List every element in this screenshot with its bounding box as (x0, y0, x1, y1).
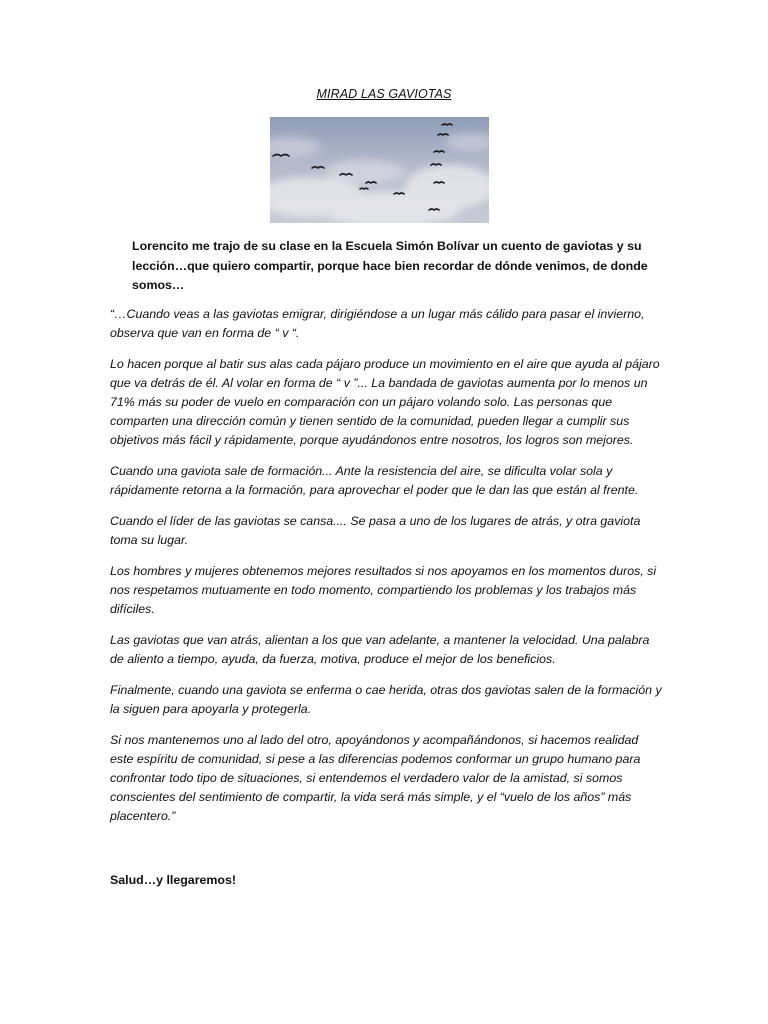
story-paragraph-2: Lo hacen porque al batir sus alas cada pájaro produce un movimiento en el aire que ayuda al pájaro que va detrás de él. Al volar en forma de “ v ”... La bandada de gaviotas aumenta por lo menos un 71% más su poder de vuelo en comparación con un pájaro volando solo. Las personas que comparten una dirección común y tienen sentido de la comunidad, pueden llegar a cumplir sus objetivos más fácil y rápidamente, porque ayudándonos entre nosotros, los logros son mejores. (110, 357, 660, 447)
story-paragraph-4: Cuando el líder de las gaviotas se cansa.... Se pasa a uno de los lugares de atrás, y otra gaviota toma su lugar. (110, 514, 641, 547)
seagulls-flying-photo (270, 117, 489, 223)
closing-line: Salud…y llegaremos! (110, 873, 237, 887)
story-paragraph-8: Si nos mantenemos uno al lado del otro, apoyándonos y acompañándonos, si hacemos realidad este espíritu de comunidad, si pese a las diferencias podemos conformar un grupo humano para confrontar todo tipo de situaciones, si entendemos el verdadero valor de la amistad, si somos conscientes del sentimiento de compartir, la vida será más simple, y el “vuelo de los años” más placentero.” (110, 733, 641, 823)
story-paragraph-7: Finalmente, cuando una gaviota se enferma o cae herida, otras dos gaviotas salen de la formación y la siguen para apoyarla y protegerla. (110, 683, 662, 716)
story-paragraph-3: Cuando una gaviota sale de formación... Ante la resistencia del aire, se dificulta volar sola y rápidamente retorna a la formación, para aprovechar el poder que le dan las que están al frente. (110, 464, 639, 497)
story-body (110, 305, 665, 838)
document-title: MIRAD LAS GAVIOTAS (316, 87, 452, 101)
story-paragraph-1: “…Cuando veas a las gaviotas emigrar, dirigiéndose a un lugar más cálido para pasar el invierno, observa que van en forma de “ v “. (110, 307, 645, 340)
story-paragraph-5: Los hombres y mujeres obtenemos mejores resultados si nos apoyamos en los momentos duros, si nos respetamos mutuamente en todo momento, compartiendo los problemas y los trabajos más difíciles. (110, 564, 657, 616)
intro-paragraph: Lorencito me trajo de su clase en la Escuela Simón Bolívar un cuento de gaviotas y su lección…que quiero compartir, porque hace bien recordar de dónde venimos, de donde somos… (132, 239, 648, 292)
story-paragraph-6: Las gaviotas que van atrás, alientan a los que van adelante, a mantener la velocidad. Una palabra de aliento a tiempo, ayuda, da fuerza, motiva, produce el mejor de los beneficios. (110, 633, 650, 666)
